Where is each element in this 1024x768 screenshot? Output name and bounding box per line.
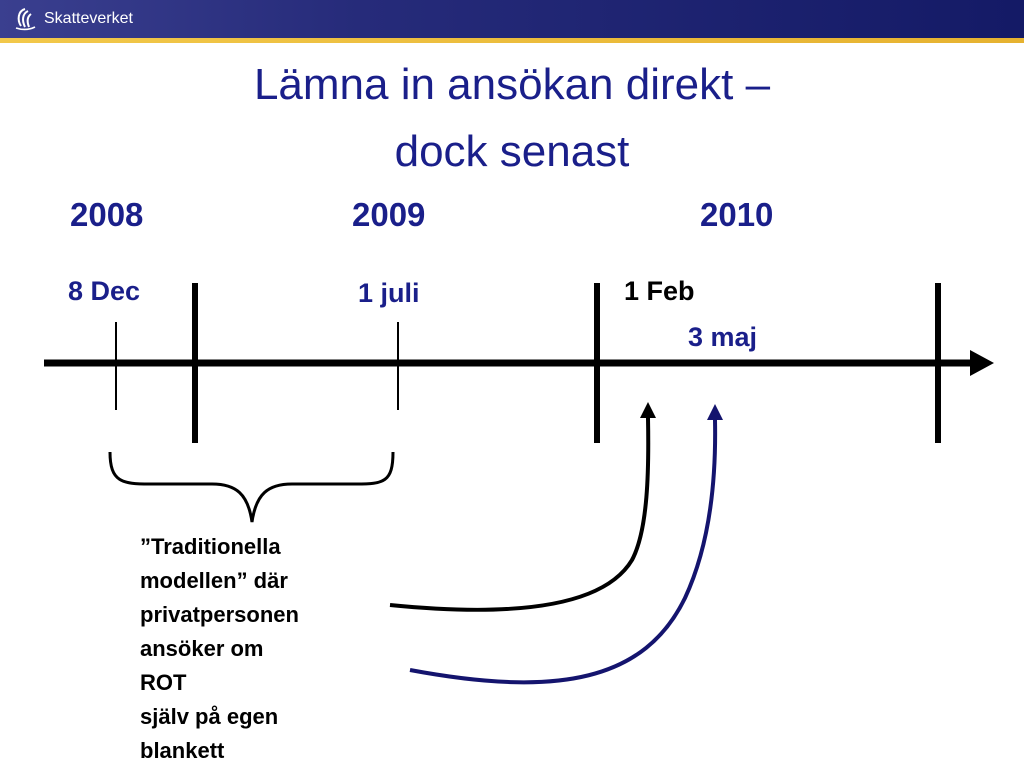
- note-traditional-model: [140, 530, 370, 768]
- date-1-feb: 1 Feb: [624, 276, 695, 306]
- arrowhead-1-feb: [640, 402, 656, 418]
- year-2008: 2008: [70, 196, 144, 233]
- date-3-maj: 3 maj: [688, 322, 758, 352]
- date-8-dec: 8 Dec: [68, 276, 141, 306]
- note-line: ROT: [140, 670, 187, 695]
- curve-arrow-3-maj: [410, 420, 715, 682]
- year-2010: 2010: [700, 196, 774, 233]
- note-line: själv på egen: [140, 704, 279, 729]
- period-brace: [110, 452, 393, 522]
- note-line: modellen” där: [140, 568, 288, 593]
- note-line: blankett: [140, 738, 225, 763]
- arrowhead-3-maj: [707, 404, 723, 420]
- logo-text: Skatteverket: [44, 10, 133, 27]
- timeline-arrowhead: [970, 350, 994, 376]
- slide-title-line-1: Lämna in ansökan direkt –: [253, 60, 771, 109]
- slide-title-line-2: dock senast: [394, 127, 630, 176]
- note-line: ”Traditionella: [140, 534, 281, 559]
- note-line: ansöker om: [140, 636, 264, 661]
- date-1-juli: 1 juli: [358, 278, 420, 308]
- note-line: privatpersonen: [140, 602, 299, 627]
- year-2009: 2009: [352, 196, 426, 233]
- curve-arrow-1-feb: [390, 418, 648, 610]
